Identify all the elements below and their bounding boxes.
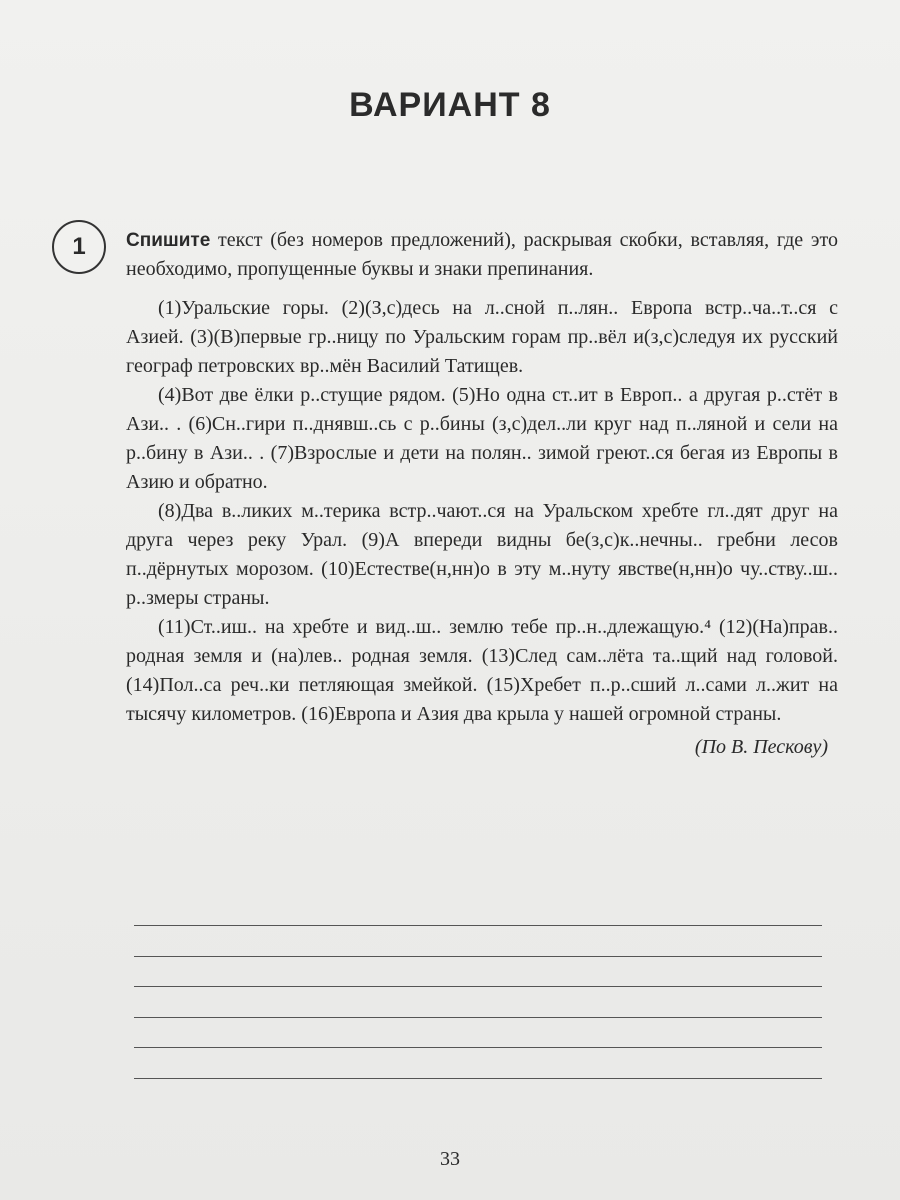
text-paragraph-3: (8)Два в..ликих м..терика встр..чают..ся на Уральском хребте гл..дят друг на друга через реку Урал. (9)А впереди видны бе(з,с)к..нечны.. гребни лесов п..дёрнутых морозом. (10)Естестве(н,нн)о в эту м..нуту явстве(н,нн)о чу..ству..ш.. р..змеры страны.	[126, 500, 838, 609]
instruction-keyword: Спишите	[126, 230, 211, 251]
text-paragraph-2: (4)Вот две ёлки р..стущие рядом. (5)Но одна ст..ит в Европ.. а другая р..стёт в Ази.. . (6)Сн..гири п..днявш..сь с р..бины (з,с)дел..ли круг над п..ляной и сели на р..бину в Ази.. . (7)Взрослые и дети на полян.. зимой греют..ся бегая из Европы в Азию и обратно.	[126, 384, 838, 493]
text-attribution: (По В. Пескову)	[694, 736, 828, 758]
text-paragraph-4: (11)Ст..иш.. на хребте и вид..ш.. землю тебе пр..н..длежащую.⁴ (12)(На)прав.. родная земля и (на)лев.. родная земля. (13)След сам..лёта та..щий над головой. (14)Пол..са реч..ки петляющая змейкой. (15)Хребет п..р..сший л..сами л..жит на тысячу километров. (16)Европа и Азия два крыла у нашей огромной страны.	[126, 616, 838, 725]
answer-line	[134, 1017, 822, 1018]
task-content	[126, 226, 838, 762]
text-paragraph-1: (1)Уральские горы. (2)(З,с)десь на л..сной п..лян.. Европа встр..ча..т..ся с Азией. (3)(В)первые гр..ницу по Уральским горам пр..вёл и(з,с)следуя их русский географ петровских вр..мён Василий Татищев.	[126, 297, 838, 377]
answer-line	[134, 1078, 822, 1079]
answer-line	[134, 956, 822, 957]
page-number: 33	[440, 1148, 460, 1170]
answer-line	[134, 1047, 822, 1048]
answer-line	[134, 925, 822, 926]
instruction-text: текст (без номеров предложений), раскрывая скобки, вставляя, где это необходимо, пропущенные буквы и знаки препинания.	[126, 229, 838, 280]
task-number-badge: 1	[52, 220, 106, 274]
answer-lines	[134, 925, 822, 1108]
answer-line	[134, 986, 822, 987]
task-instruction	[126, 226, 838, 284]
variant-title: ВАРИАНТ 8	[349, 86, 551, 124]
